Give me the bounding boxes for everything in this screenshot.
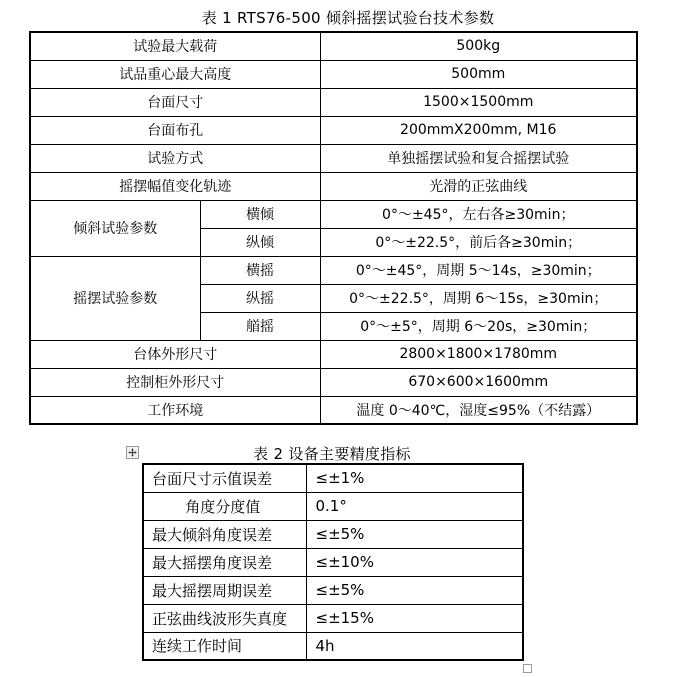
table2-caption: 表 2 设备主要精度指标 — [253, 445, 411, 463]
t2-label-cell: 正弦曲线波形失真度 — [143, 604, 306, 632]
t1-value-cell: 0°～±22.5°，前后各≥30min； — [320, 228, 637, 256]
t1-label-cell: 试验方式 — [30, 144, 320, 172]
t1-value-cell: 光滑的正弦曲线 — [320, 172, 637, 200]
table-row — [143, 464, 523, 492]
table-row — [30, 88, 637, 116]
table1-specs-table — [29, 31, 638, 425]
t2-value-cell: 0.1° — [306, 492, 523, 520]
t2-label-cell: 最大倾斜角度误差 — [143, 520, 306, 548]
t1-sublabel-cell: 横倾 — [200, 200, 320, 228]
t1-label-cell: 台体外形尺寸 — [30, 340, 320, 368]
table-row — [30, 172, 637, 200]
t1-label-cell: 控制柜外形尺寸 — [30, 368, 320, 396]
t2-value-cell: 4h — [306, 632, 523, 660]
four-way-arrow-icon — [127, 447, 138, 458]
table-row — [143, 576, 523, 604]
t1-value-cell: 500mm — [320, 60, 637, 88]
table-row — [30, 368, 637, 396]
t1-sublabel-cell: 纵倾 — [200, 228, 320, 256]
table-row — [30, 200, 637, 228]
t1-group-label-cell: 倾斜试验参数 — [30, 200, 200, 256]
t2-value-cell: ≤±1% — [306, 464, 523, 492]
t2-label-cell: 连续工作时间 — [143, 632, 306, 660]
t1-value-cell: 0°～±45°，左右各≥30min； — [320, 200, 637, 228]
table-move-handle-icon[interactable] — [126, 446, 139, 459]
table-resize-handle[interactable] — [523, 664, 532, 673]
t1-group-label-cell: 摇摆试验参数 — [30, 256, 200, 340]
table2-precision-table — [142, 463, 524, 661]
t1-value-cell: 温度 0～40℃，湿度≤95%（不结露） — [320, 396, 637, 424]
table-row — [143, 632, 523, 660]
table-row — [30, 32, 637, 60]
t1-value-cell: 0°～±45°，周期 5～14s，≥30min； — [320, 256, 637, 284]
t2-label-cell: 最大摇摆周期误差 — [143, 576, 306, 604]
t2-label-cell: 角度分度值 — [143, 492, 306, 520]
t1-sublabel-cell: 纵摇 — [200, 284, 320, 312]
table-row — [30, 144, 637, 172]
t1-label-cell: 摇摆幅值变化轨迹 — [30, 172, 320, 200]
t1-value-cell: 200mmX200mm, M16 — [320, 116, 637, 144]
t1-label-cell: 试品重心最大高度 — [30, 60, 320, 88]
t2-value-cell: ≤±15% — [306, 604, 523, 632]
t1-label-cell: 工作环境 — [30, 396, 320, 424]
t2-label-cell: 最大摇摆角度误差 — [143, 548, 306, 576]
table-row — [30, 256, 637, 284]
t1-sublabel-cell: 艏摇 — [200, 312, 320, 340]
t1-label-cell: 台面布孔 — [30, 116, 320, 144]
t1-value-cell: 2800×1800×1780mm — [320, 340, 637, 368]
table-row — [30, 340, 637, 368]
t1-value-cell: 1500×1500mm — [320, 88, 637, 116]
table-row — [143, 492, 523, 520]
table-row — [143, 548, 523, 576]
t2-value-cell: ≤±5% — [306, 520, 523, 548]
table-row — [30, 116, 637, 144]
t1-label-cell: 试验最大载荷 — [30, 32, 320, 60]
t1-label-cell: 台面尺寸 — [30, 88, 320, 116]
table-row — [143, 520, 523, 548]
t1-value-cell: 0°～±5°，周期 6～20s，≥30min； — [320, 312, 637, 340]
table-row — [30, 396, 637, 424]
t1-sublabel-cell: 横摇 — [200, 256, 320, 284]
t1-value-cell: 500kg — [320, 32, 637, 60]
t2-value-cell: ≤±5% — [306, 576, 523, 604]
table-row — [143, 604, 523, 632]
t1-value-cell: 单独摇摆试验和复合摇摆试验 — [320, 144, 637, 172]
table1-caption: 表 1 RTS76-500 倾斜摇摆试验台技术参数 — [201, 9, 495, 27]
t2-label-cell: 台面尺寸示值误差 — [143, 464, 306, 492]
t1-value-cell: 670×600×1600mm — [320, 368, 637, 396]
t2-value-cell: ≤±10% — [306, 548, 523, 576]
t1-value-cell: 0°～±22.5°，周期 6～15s，≥30min； — [320, 284, 637, 312]
table-row — [30, 60, 637, 88]
